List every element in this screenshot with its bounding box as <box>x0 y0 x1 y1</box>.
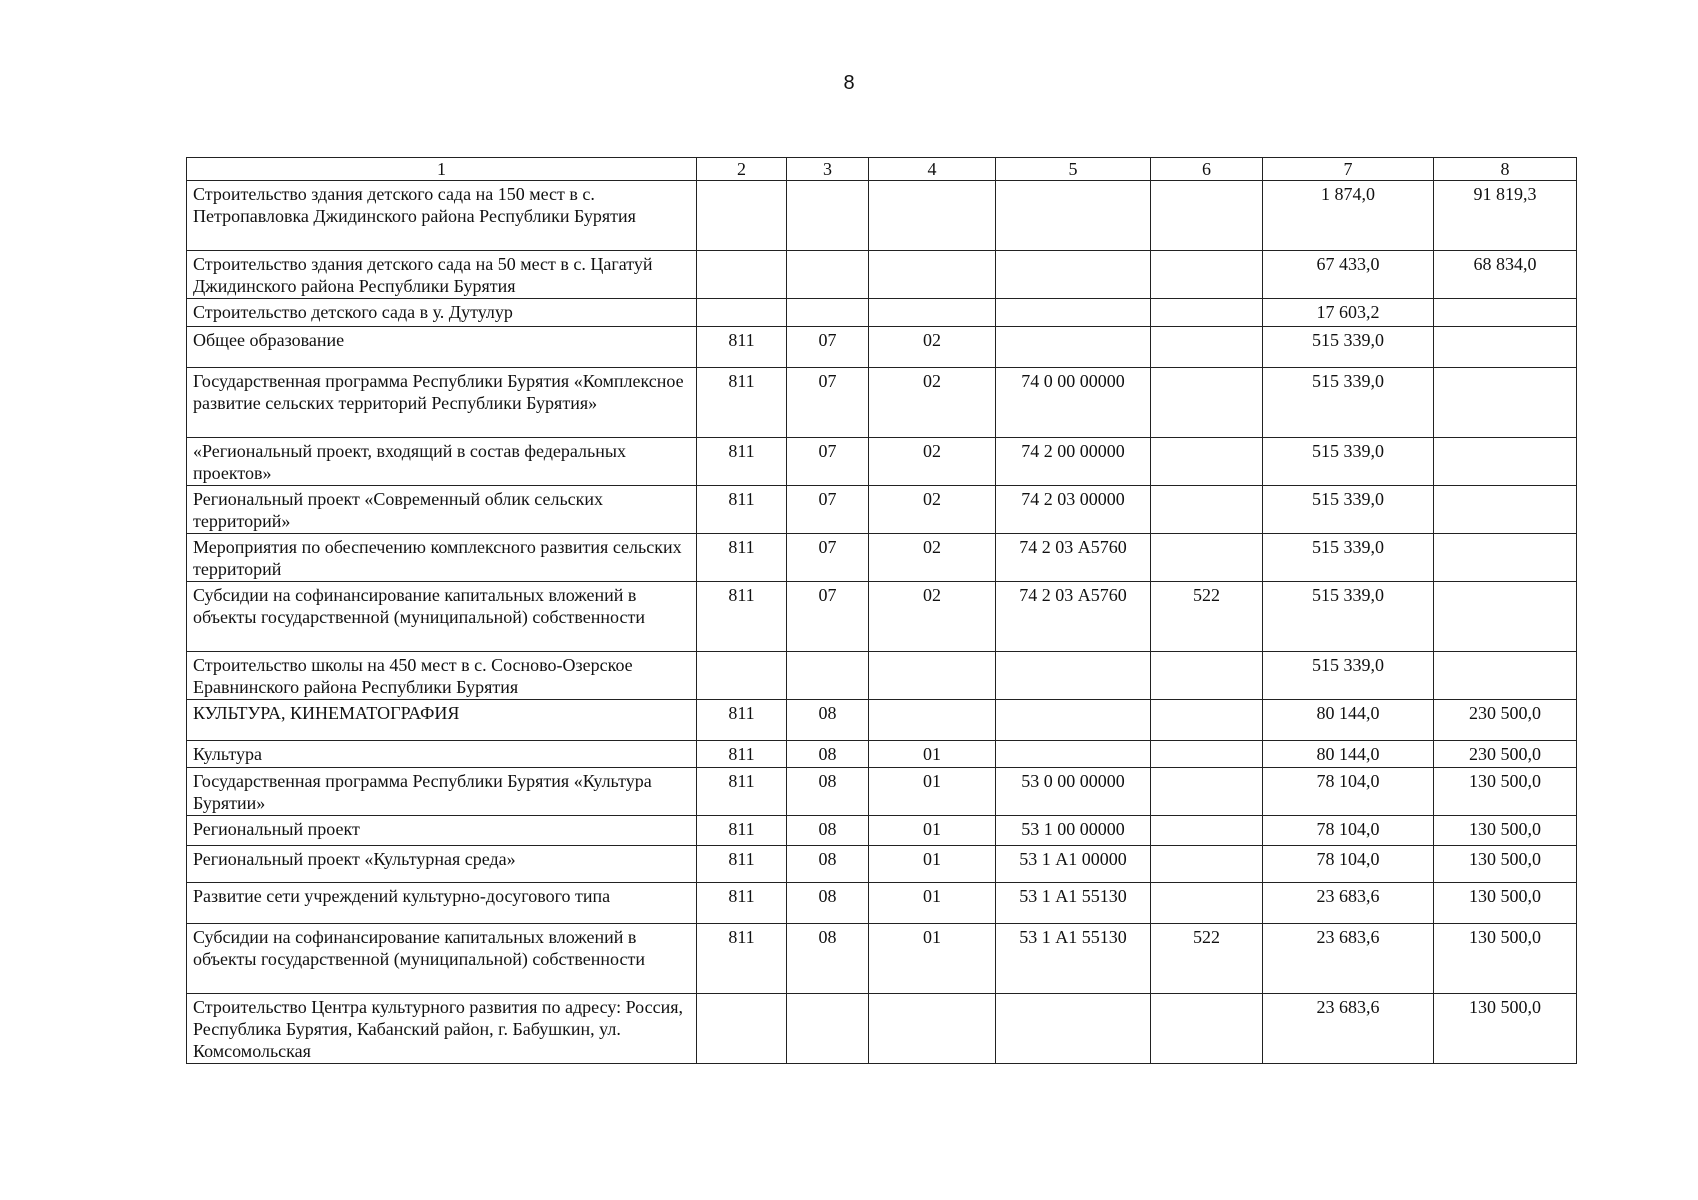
col-kvsr: 811 <box>697 741 787 768</box>
col-name: Субсидии на софинансирование капитальных вложений в объекты государственной (муниципальной) собственности <box>187 924 697 994</box>
col-pr <box>869 299 996 327</box>
table-row <box>187 181 1577 251</box>
col-sum-1: 23 683,6 <box>1263 994 1434 1064</box>
col-csr: 74 0 00 00000 <box>996 368 1151 438</box>
col-csr: 53 1 А1 55130 <box>996 924 1151 994</box>
table-row <box>187 486 1577 534</box>
col-name: Строительство здания детского сада на 50 мест в с. Цагатуй Джидинского района Республики Бурятия <box>187 251 697 299</box>
col-sum-2: 68 834,0 <box>1434 251 1577 299</box>
col-rz: 07 <box>787 368 869 438</box>
column-header-8: 8 <box>1434 158 1577 181</box>
col-csr: 53 1 А1 55130 <box>996 883 1151 924</box>
col-name: Региональный проект «Культурная среда» <box>187 846 697 883</box>
col-pr: 01 <box>869 883 996 924</box>
col-rz: 07 <box>787 327 869 368</box>
col-sum-1: 67 433,0 <box>1263 251 1434 299</box>
col-sum-1: 23 683,6 <box>1263 924 1434 994</box>
col-name: Культура <box>187 741 697 768</box>
col-vr <box>1151 181 1263 251</box>
col-vr <box>1151 486 1263 534</box>
col-pr: 02 <box>869 327 996 368</box>
col-name: Субсидии на софинансирование капитальных вложений в объекты государственной (муниципальной) собственности <box>187 582 697 652</box>
col-sum-1: 80 144,0 <box>1263 741 1434 768</box>
col-csr <box>996 181 1151 251</box>
col-vr <box>1151 368 1263 438</box>
col-vr <box>1151 994 1263 1064</box>
col-vr <box>1151 251 1263 299</box>
col-pr: 01 <box>869 768 996 816</box>
col-sum-1: 515 339,0 <box>1263 438 1434 486</box>
col-vr <box>1151 741 1263 768</box>
col-kvsr <box>697 652 787 700</box>
col-sum-2: 230 500,0 <box>1434 741 1577 768</box>
col-csr: 74 2 03 00000 <box>996 486 1151 534</box>
col-kvsr <box>697 181 787 251</box>
table-row <box>187 327 1577 368</box>
col-csr <box>996 251 1151 299</box>
col-vr <box>1151 327 1263 368</box>
col-sum-1: 78 104,0 <box>1263 768 1434 816</box>
col-vr: 522 <box>1151 924 1263 994</box>
col-rz <box>787 251 869 299</box>
col-pr: 01 <box>869 846 996 883</box>
table-row <box>187 883 1577 924</box>
col-rz: 08 <box>787 768 869 816</box>
col-kvsr <box>697 994 787 1064</box>
col-sum-2 <box>1434 582 1577 652</box>
col-csr <box>996 299 1151 327</box>
col-vr <box>1151 883 1263 924</box>
col-pr <box>869 181 996 251</box>
col-rz: 08 <box>787 700 869 741</box>
col-name: «Региональный проект, входящий в состав федеральных проектов» <box>187 438 697 486</box>
col-name: КУЛЬТУРА, КИНЕМАТОГРАФИЯ <box>187 700 697 741</box>
col-csr: 74 2 03 А5760 <box>996 534 1151 582</box>
column-header-1: 1 <box>187 158 697 181</box>
col-vr <box>1151 534 1263 582</box>
col-csr <box>996 994 1151 1064</box>
col-sum-2: 91 819,3 <box>1434 181 1577 251</box>
col-vr: 522 <box>1151 582 1263 652</box>
col-sum-2: 230 500,0 <box>1434 700 1577 741</box>
col-name: Региональный проект «Современный облик сельских территорий» <box>187 486 697 534</box>
col-kvsr: 811 <box>697 700 787 741</box>
table-row <box>187 368 1577 438</box>
col-name: Строительство Центра культурного развития по адресу: Россия, Республика Бурятия, Кабанский район, г. Бабушкин, ул. Комсомольская <box>187 994 697 1064</box>
col-sum-1: 78 104,0 <box>1263 846 1434 883</box>
col-rz <box>787 652 869 700</box>
col-sum-2 <box>1434 486 1577 534</box>
col-kvsr: 811 <box>697 883 787 924</box>
col-name: Строительство детского сада в у. Дутулур <box>187 299 697 327</box>
column-header-4: 4 <box>869 158 996 181</box>
col-sum-2 <box>1434 327 1577 368</box>
table-row <box>187 816 1577 846</box>
col-sum-2 <box>1434 438 1577 486</box>
col-kvsr: 811 <box>697 486 787 534</box>
col-vr <box>1151 652 1263 700</box>
col-kvsr: 811 <box>697 534 787 582</box>
col-rz: 08 <box>787 741 869 768</box>
col-pr <box>869 700 996 741</box>
col-rz <box>787 299 869 327</box>
col-name: Государственная программа Республики Бурятия «Культура Бурятии» <box>187 768 697 816</box>
col-name: Общее образование <box>187 327 697 368</box>
col-pr <box>869 652 996 700</box>
col-rz: 07 <box>787 534 869 582</box>
col-sum-1: 515 339,0 <box>1263 582 1434 652</box>
col-kvsr: 811 <box>697 327 787 368</box>
col-sum-2: 130 500,0 <box>1434 768 1577 816</box>
table-row <box>187 438 1577 486</box>
col-vr <box>1151 846 1263 883</box>
budget-table <box>186 157 1577 1064</box>
col-rz: 07 <box>787 582 869 652</box>
col-rz: 07 <box>787 486 869 534</box>
col-sum-1: 17 603,2 <box>1263 299 1434 327</box>
col-vr <box>1151 299 1263 327</box>
table-row <box>187 700 1577 741</box>
col-kvsr: 811 <box>697 438 787 486</box>
col-name: Региональный проект <box>187 816 697 846</box>
col-sum-1: 515 339,0 <box>1263 327 1434 368</box>
col-rz: 08 <box>787 924 869 994</box>
col-kvsr: 811 <box>697 368 787 438</box>
col-kvsr: 811 <box>697 816 787 846</box>
col-sum-2 <box>1434 299 1577 327</box>
col-kvsr: 811 <box>697 582 787 652</box>
col-sum-2: 130 500,0 <box>1434 816 1577 846</box>
col-kvsr: 811 <box>697 924 787 994</box>
col-pr: 01 <box>869 924 996 994</box>
col-pr <box>869 994 996 1064</box>
col-name: Развитие сети учреждений культурно-досугового типа <box>187 883 697 924</box>
col-rz <box>787 994 869 1064</box>
col-csr <box>996 327 1151 368</box>
table-row <box>187 994 1577 1064</box>
col-name: Строительство школы на 450 мест в с. Сосново-Озерское Еравнинского района Республики Бурятия <box>187 652 697 700</box>
col-kvsr: 811 <box>697 846 787 883</box>
col-pr: 01 <box>869 741 996 768</box>
col-sum-2: 130 500,0 <box>1434 924 1577 994</box>
col-pr: 02 <box>869 486 996 534</box>
table-row <box>187 534 1577 582</box>
col-name: Государственная программа Республики Бурятия «Комплексное развитие сельских территорий Республики Бурятия» <box>187 368 697 438</box>
col-rz <box>787 181 869 251</box>
col-csr: 53 1 А1 00000 <box>996 846 1151 883</box>
col-csr <box>996 652 1151 700</box>
column-header-6: 6 <box>1151 158 1263 181</box>
col-vr <box>1151 700 1263 741</box>
col-name: Мероприятия по обеспечению комплексного развития сельских территорий <box>187 534 697 582</box>
col-csr <box>996 741 1151 768</box>
table-row <box>187 741 1577 768</box>
col-sum-1: 515 339,0 <box>1263 534 1434 582</box>
col-sum-1: 515 339,0 <box>1263 368 1434 438</box>
col-sum-1: 78 104,0 <box>1263 816 1434 846</box>
col-sum-2 <box>1434 534 1577 582</box>
col-pr <box>869 251 996 299</box>
col-pr: 02 <box>869 368 996 438</box>
table-row <box>187 768 1577 816</box>
table-row <box>187 652 1577 700</box>
col-sum-2 <box>1434 368 1577 438</box>
col-csr: 53 1 00 00000 <box>996 816 1151 846</box>
col-vr <box>1151 768 1263 816</box>
col-sum-1: 515 339,0 <box>1263 486 1434 534</box>
col-sum-2: 130 500,0 <box>1434 846 1577 883</box>
col-sum-2: 130 500,0 <box>1434 994 1577 1064</box>
col-sum-1: 80 144,0 <box>1263 700 1434 741</box>
table-row <box>187 924 1577 994</box>
col-pr: 02 <box>869 582 996 652</box>
col-csr: 74 2 03 А5760 <box>996 582 1151 652</box>
col-sum-2: 130 500,0 <box>1434 883 1577 924</box>
col-kvsr: 811 <box>697 768 787 816</box>
col-sum-1: 23 683,6 <box>1263 883 1434 924</box>
column-header-5: 5 <box>996 158 1151 181</box>
table-row <box>187 846 1577 883</box>
col-sum-2 <box>1434 652 1577 700</box>
table-row <box>187 299 1577 327</box>
col-rz: 08 <box>787 883 869 924</box>
col-csr: 53 0 00 00000 <box>996 768 1151 816</box>
column-header-2: 2 <box>697 158 787 181</box>
col-sum-1: 1 874,0 <box>1263 181 1434 251</box>
col-kvsr <box>697 251 787 299</box>
col-rz: 07 <box>787 438 869 486</box>
col-pr: 02 <box>869 438 996 486</box>
table-row <box>187 582 1577 652</box>
col-csr: 74 2 00 00000 <box>996 438 1151 486</box>
col-sum-1: 515 339,0 <box>1263 652 1434 700</box>
col-vr <box>1151 438 1263 486</box>
column-header-7: 7 <box>1263 158 1434 181</box>
col-pr: 01 <box>869 816 996 846</box>
table-header-row <box>187 158 1577 181</box>
col-vr <box>1151 816 1263 846</box>
col-rz: 08 <box>787 816 869 846</box>
col-rz: 08 <box>787 846 869 883</box>
col-csr <box>996 700 1151 741</box>
page-number: 8 <box>843 72 855 94</box>
col-pr: 02 <box>869 534 996 582</box>
column-header-3: 3 <box>787 158 869 181</box>
table-row <box>187 251 1577 299</box>
col-kvsr <box>697 299 787 327</box>
col-name: Строительство здания детского сада на 150 мест в с. Петропавловка Джидинского района Республики Бурятия <box>187 181 697 251</box>
